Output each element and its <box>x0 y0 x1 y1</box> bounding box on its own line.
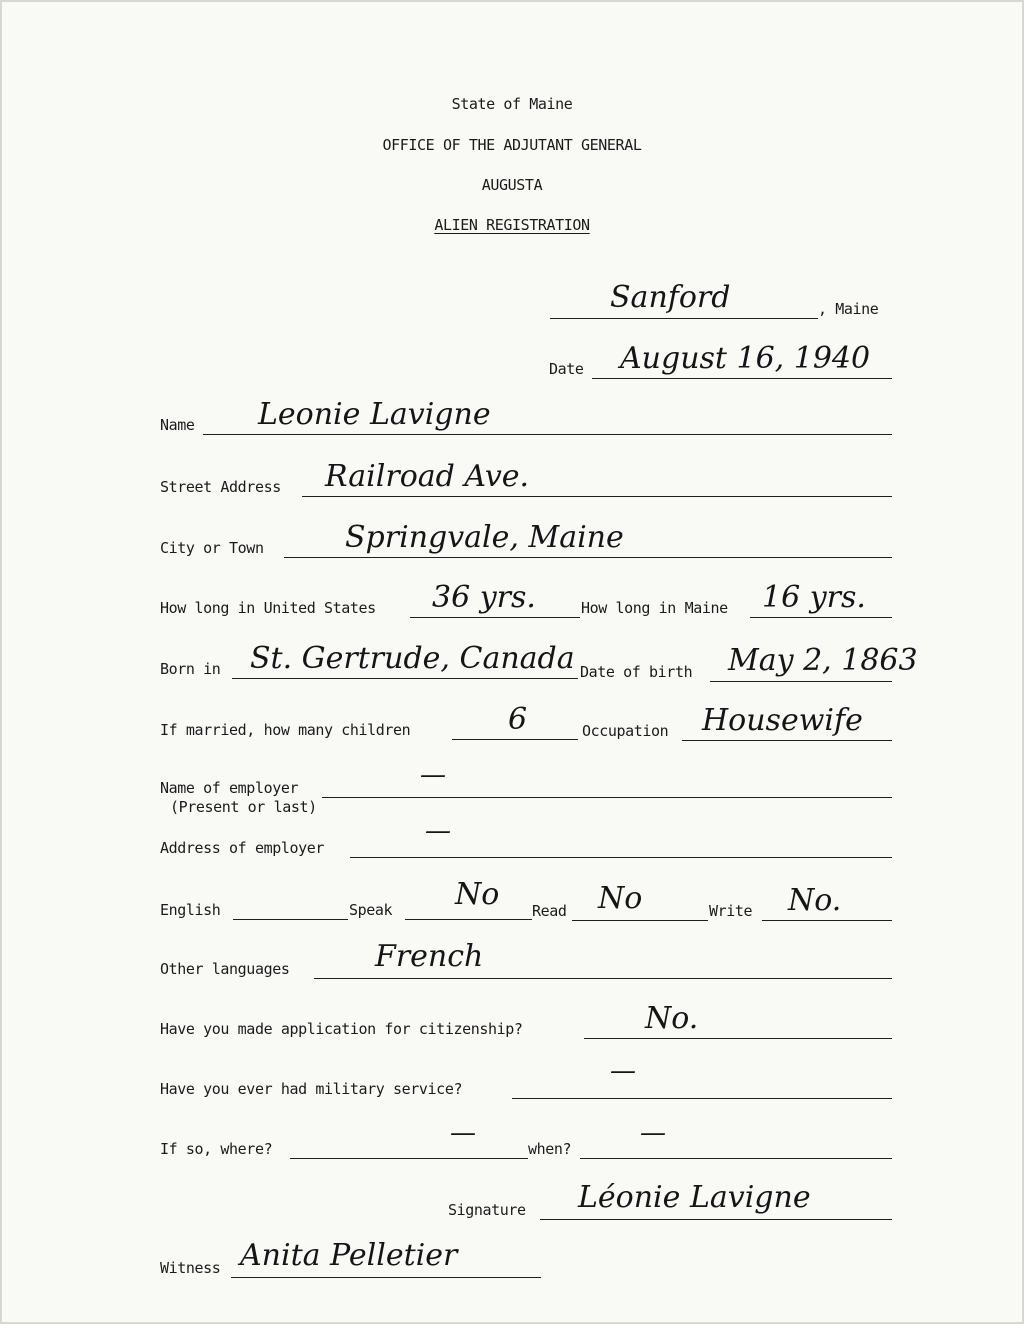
date-of-birth-label: Date of birth <box>580 663 693 681</box>
signature-line <box>540 1219 892 1220</box>
if-so-where-label: If so, where? <box>160 1140 273 1158</box>
citizenship-value: No. <box>645 1001 699 1036</box>
occupation-label: Occupation <box>582 722 669 740</box>
english-label: English <box>160 901 221 919</box>
date-of-birth-line <box>710 681 892 682</box>
date-value: August 16, 1940 <box>620 341 871 376</box>
read-label: Read <box>532 902 567 920</box>
speak-line <box>405 919 532 920</box>
date-line <box>592 378 892 379</box>
date-of-birth-value: May 2, 1863 <box>728 643 918 678</box>
other-languages-label: Other languages <box>160 960 290 978</box>
how-long-us-line <box>410 617 580 618</box>
born-in-label: Born in <box>160 660 221 678</box>
employer-name-label: Name of employer <box>160 779 299 797</box>
military-line <box>512 1098 892 1099</box>
children-label: If married, how many children <box>160 721 411 739</box>
how-long-maine-value: 16 yrs. <box>762 580 866 615</box>
form-title: ALIEN REGISTRATION <box>434 216 590 234</box>
signature-value: Léonie Lavigne <box>578 1180 811 1215</box>
other-languages-line <box>314 978 892 979</box>
witness-label: Witness <box>160 1259 221 1277</box>
date-label: Date <box>549 360 584 378</box>
citizenship-line <box>584 1038 892 1039</box>
employer-note: (Present or last) <box>170 798 317 816</box>
speak-value: No <box>455 877 500 912</box>
write-label: Write <box>709 902 753 920</box>
military-label: Have you ever had military service? <box>160 1080 463 1098</box>
employer-name-line <box>322 797 892 798</box>
children-line <box>452 739 578 740</box>
town-line <box>550 318 818 319</box>
header-city: AUGUSTA <box>481 176 543 194</box>
street-address-label: Street Address <box>160 478 281 496</box>
header-state: State of Maine <box>451 95 573 113</box>
write-line <box>762 920 892 921</box>
read-line <box>572 920 708 921</box>
header-office: OFFICE OF THE ADJUTANT GENERAL <box>382 136 642 154</box>
employer-address-label: Address of employer <box>160 839 324 857</box>
english-line <box>233 919 348 920</box>
occupation-value: Housewife <box>702 703 863 738</box>
name-label: Name <box>160 416 195 434</box>
employer-address-value: — <box>425 816 451 846</box>
citizenship-label: Have you made application for citizenship? <box>160 1020 523 1038</box>
witness-value: Anita Pelletier <box>240 1238 458 1273</box>
name-line <box>203 434 892 435</box>
when-label: when? <box>528 1140 572 1158</box>
street-address-value: Railroad Ave. <box>325 459 530 494</box>
where-value: — <box>450 1118 476 1148</box>
how-long-us-label: How long in United States <box>160 599 376 617</box>
city-line <box>284 557 892 558</box>
how-long-us-value: 36 yrs. <box>432 580 536 615</box>
other-languages-value: French <box>375 939 484 974</box>
occupation-line <box>682 740 892 741</box>
when-value: — <box>640 1118 666 1148</box>
signature-label: Signature <box>448 1201 526 1219</box>
where-line <box>290 1158 528 1159</box>
maine-label: , Maine <box>818 300 879 318</box>
when-line <box>580 1158 892 1159</box>
street-address-line <box>302 496 892 497</box>
witness-line <box>231 1277 541 1278</box>
employer-address-line <box>350 857 892 858</box>
how-long-maine-line <box>750 617 892 618</box>
write-value: No. <box>788 883 842 918</box>
born-in-value: St. Gertrude, Canada <box>250 641 575 676</box>
city-label: City or Town <box>160 539 264 557</box>
born-in-line <box>232 678 578 679</box>
military-value: — <box>610 1056 636 1086</box>
how-long-maine-label: How long in Maine <box>581 599 728 617</box>
town-value: Sanford <box>610 280 731 315</box>
name-value: Leonie Lavigne <box>258 397 491 432</box>
children-value: 6 <box>508 702 528 737</box>
speak-label: Speak <box>349 901 393 919</box>
read-value: No <box>598 881 643 916</box>
city-value: Springvale, Maine <box>345 520 624 555</box>
employer-name-value: — <box>420 760 446 790</box>
